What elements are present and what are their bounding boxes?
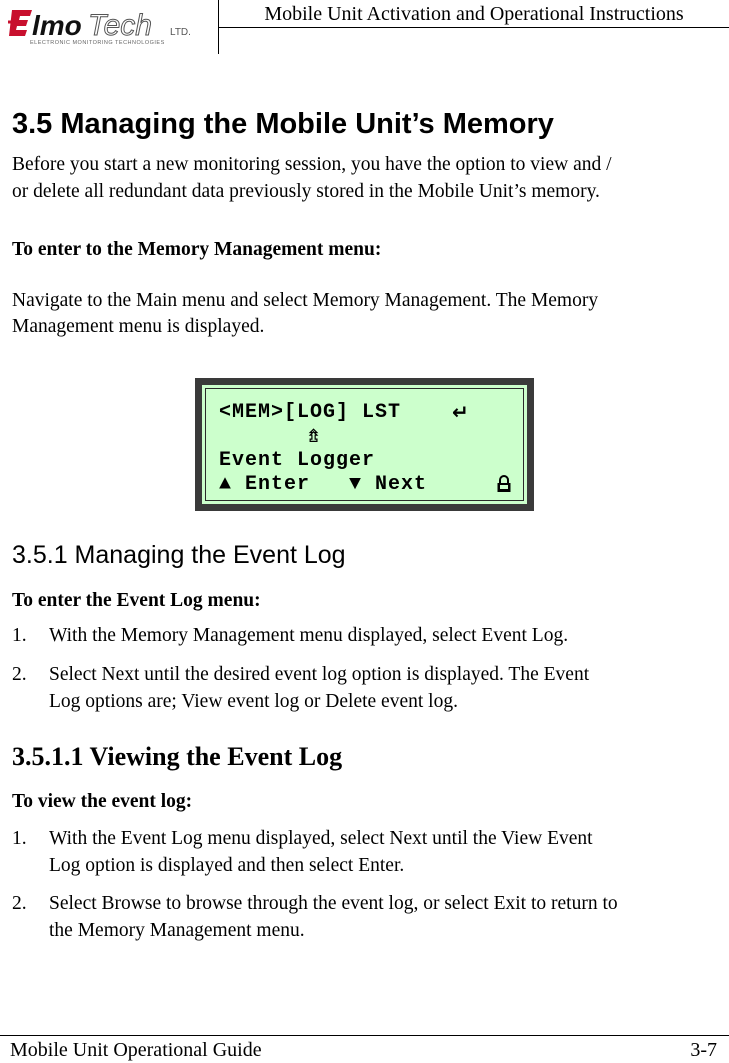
lcd-line-1: <MEM>[LOG] LST bbox=[219, 401, 402, 424]
intro-line-2: or delete all redundant data previously stored in the Mobile Unit’s memory. bbox=[12, 181, 600, 202]
elmotech-logo bbox=[8, 4, 213, 48]
list-item-number: 1. bbox=[12, 625, 27, 646]
list-item-text: Select Next until the desired event log option is displayed. The Event bbox=[49, 664, 590, 685]
enter-arrow-icon: ↵ bbox=[452, 400, 469, 424]
section-title: 3.5 Managing the Mobile Unit’s Memory bbox=[12, 108, 554, 140]
svg-text:ELECTRONIC MONITORING TECHNOLO: ELECTRONIC MONITORING TECHNOLOGIES bbox=[30, 40, 165, 46]
lcd-line-4: ▲ Enter ▼ Next bbox=[219, 473, 428, 496]
footer-guide-name: Mobile Unit Operational Guide bbox=[10, 1039, 262, 1061]
list-item-number: 2. bbox=[12, 664, 27, 685]
list-item-text: With the Event Log menu displayed, select Next until the View Event bbox=[49, 828, 593, 849]
list-item-text: With the Memory Management menu displayed, select Event Log. bbox=[49, 625, 569, 646]
intro-line-1: Before you start a new monitoring session, you have the option to view and / bbox=[12, 154, 612, 175]
list-item-text-continued: Log options are; View event log or Delete event log. bbox=[49, 691, 458, 712]
view-event-log-heading: To view the event log: bbox=[12, 791, 193, 812]
nav-line-2: Management menu is displayed. bbox=[12, 316, 265, 337]
footer-divider bbox=[0, 1035, 729, 1036]
list-item-text-continued: the Memory Management menu. bbox=[49, 920, 305, 941]
lcd-display-frame bbox=[195, 378, 534, 511]
header-divider-horizontal bbox=[218, 27, 729, 28]
list-item-text-continued: Log option is displayed and then select Enter. bbox=[49, 855, 405, 876]
page-number: 3-7 bbox=[690, 1039, 717, 1061]
list-item-text: Select Browse to browse through the event log, or select Exit to return to bbox=[49, 893, 618, 914]
lcd-line-3: Event Logger bbox=[219, 449, 376, 472]
subsubsection-title: 3.5.1.1 Viewing the Event Log bbox=[12, 742, 343, 771]
list-item-number: 2. bbox=[12, 893, 27, 914]
list-item-number: 1. bbox=[12, 828, 27, 849]
svg-text:Tech: Tech bbox=[88, 9, 152, 42]
nav-line-1: Navigate to the Main menu and select Memory Management. The Memory bbox=[12, 290, 599, 311]
memory-menu-heading: To enter to the Memory Management menu: bbox=[12, 239, 382, 260]
elmotech-logo-graphic bbox=[8, 4, 213, 48]
lcd-screen bbox=[202, 385, 527, 504]
document-header-title: Mobile Unit Activation and Operational Instructions bbox=[264, 3, 684, 25]
subsection-title: 3.5.1 Managing the Event Log bbox=[12, 541, 346, 569]
up-shift-icon: ⇯ bbox=[306, 426, 322, 447]
lock-icon bbox=[496, 475, 512, 493]
event-log-menu-heading: To enter the Event Log menu: bbox=[12, 590, 261, 611]
svg-text:lmo: lmo bbox=[32, 10, 82, 41]
svg-text:LTD.: LTD. bbox=[170, 27, 191, 38]
